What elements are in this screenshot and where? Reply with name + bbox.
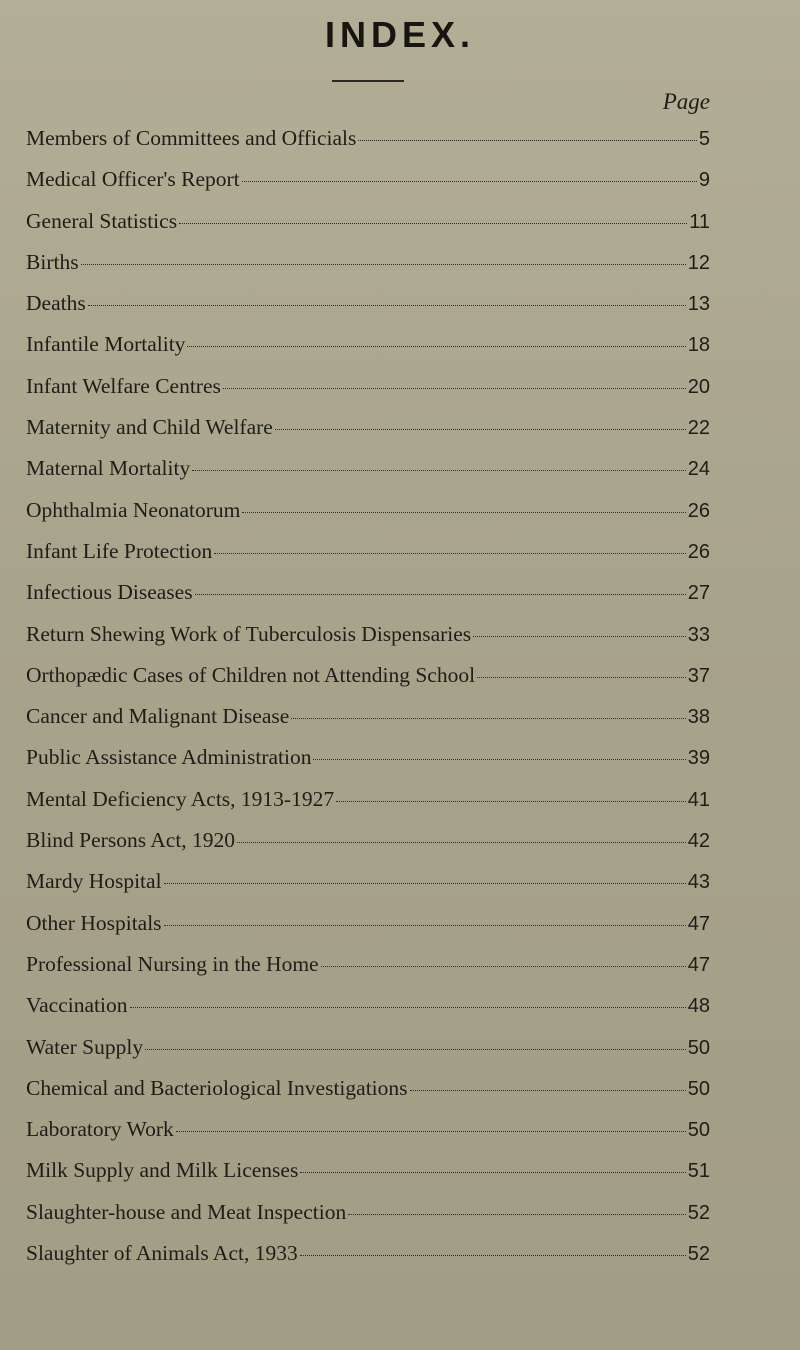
dot-leader	[477, 677, 686, 678]
dot-leader	[321, 966, 686, 967]
dot-leader	[192, 470, 686, 471]
index-entry	[26, 622, 710, 663]
page-column-header: Page	[662, 89, 710, 114]
entry-label: Maternity and Child Welfare	[26, 415, 273, 440]
dot-leader	[275, 429, 686, 430]
dot-leader	[179, 223, 687, 224]
entry-page-number: 39	[687, 747, 710, 770]
entry-page-number: 52	[687, 1201, 710, 1224]
title-divider	[332, 80, 404, 82]
entry-label: Other Hospitals	[26, 910, 162, 935]
dot-leader	[348, 1214, 686, 1215]
entry-label: Public Assistance Administration	[26, 745, 312, 770]
entry-page-number: 42	[687, 830, 710, 853]
entry-page-number: 24	[687, 458, 710, 481]
entry-label: Cancer and Malignant Disease	[26, 704, 290, 729]
index-entry	[26, 250, 710, 291]
entry-label: General Statistics	[26, 208, 178, 233]
index-list	[26, 126, 710, 1282]
entry-page-number: 52	[687, 1243, 710, 1266]
entry-label: Return Shewing Work of Tuberculosis Dispensaries	[26, 621, 472, 646]
dot-leader	[130, 1007, 686, 1008]
entry-label: Mardy Hospital	[26, 869, 162, 894]
dot-leader	[214, 553, 685, 554]
dot-leader	[473, 636, 686, 637]
entry-page-number: 13	[687, 293, 710, 316]
dot-leader	[145, 1049, 686, 1050]
entry-page-number: 50	[687, 1119, 710, 1142]
index-entry	[26, 787, 710, 828]
index-entry	[26, 704, 710, 745]
index-entry	[26, 1158, 710, 1199]
entry-page-number: 5	[698, 128, 710, 150]
entry-page-number: 50	[687, 1036, 710, 1059]
dot-leader	[300, 1255, 686, 1256]
dot-leader	[88, 305, 686, 306]
dot-leader	[81, 264, 686, 265]
entry-page-number: 33	[687, 623, 710, 646]
index-entry	[26, 828, 710, 869]
index-entry	[26, 209, 710, 250]
index-entry	[26, 745, 710, 786]
entry-label: Vaccination	[26, 993, 128, 1018]
dot-leader	[313, 759, 685, 760]
dot-leader	[242, 181, 697, 182]
entry-label: Chemical and Bacteriological Investigations	[26, 1075, 408, 1100]
entry-label: Deaths	[26, 291, 86, 316]
dot-leader	[223, 388, 686, 389]
index-entry	[26, 332, 710, 373]
entry-label: Mental Deficiency Acts, 1913-1927	[26, 786, 335, 811]
dot-leader	[336, 801, 686, 802]
entry-label: Infectious Diseases	[26, 580, 193, 605]
entry-page-number: 26	[687, 499, 710, 522]
index-entry	[26, 374, 710, 415]
entry-page-number: 51	[687, 1160, 710, 1183]
dot-leader	[291, 718, 685, 719]
entry-label: Water Supply	[26, 1034, 144, 1059]
entry-page-number: 18	[687, 334, 710, 357]
entry-page-number: 47	[687, 953, 710, 976]
dot-leader	[410, 1090, 686, 1091]
dot-leader	[195, 594, 686, 595]
dot-leader	[358, 140, 696, 141]
entry-label: Medical Officer's Report	[26, 167, 240, 192]
index-entry	[26, 1076, 710, 1117]
entry-page-number: 43	[687, 871, 710, 894]
index-entry	[26, 869, 710, 910]
entry-label: Laboratory Work	[26, 1117, 174, 1142]
index-entry	[26, 167, 710, 208]
entry-label: Milk Supply and Milk Licenses	[26, 1158, 299, 1183]
index-entry	[26, 1035, 710, 1076]
index-entry	[26, 1241, 710, 1282]
index-entry	[26, 415, 710, 456]
entry-label: Professional Nursing in the Home	[26, 951, 319, 976]
dot-leader	[237, 842, 686, 843]
page-title: INDEX.	[324, 14, 476, 55]
entry-page-number: 37	[687, 664, 710, 687]
entry-label: Members of Committees and Officials	[26, 126, 357, 150]
index-entry	[26, 580, 710, 621]
index-entry	[26, 1117, 710, 1158]
index-entry	[26, 539, 710, 580]
index-entry	[26, 291, 710, 332]
index-entry	[26, 1200, 710, 1241]
entry-label: Slaughter-house and Meat Inspection	[26, 1199, 347, 1224]
entry-label: Ophthalmia Neonatorum	[26, 497, 241, 522]
entry-page-number: 22	[687, 417, 710, 440]
entry-page-number: 26	[687, 540, 710, 563]
entry-label: Orthopædic Cases of Children not Attending School	[26, 662, 476, 687]
entry-page-number: 41	[687, 788, 710, 811]
entry-label: Births	[26, 249, 79, 274]
entry-page-number: 11	[689, 210, 710, 233]
entry-label: Infantile Mortality	[26, 332, 186, 357]
index-entry	[26, 456, 710, 497]
entry-label: Maternal Mortality	[26, 456, 191, 481]
dot-leader	[164, 925, 686, 926]
dot-leader	[176, 1131, 686, 1132]
dot-leader	[164, 883, 686, 884]
index-entry	[26, 498, 710, 539]
index-entry	[26, 663, 710, 704]
index-entry	[26, 126, 710, 167]
index-entry	[26, 952, 710, 993]
entry-label: Infant Life Protection	[26, 538, 213, 563]
entry-page-number: 12	[687, 251, 710, 274]
dot-leader	[242, 512, 685, 513]
entry-page-number: 47	[687, 912, 710, 935]
entry-page-number: 27	[687, 582, 710, 605]
dot-leader	[300, 1172, 685, 1173]
entry-page-number: 20	[687, 375, 710, 398]
entry-label: Infant Welfare Centres	[26, 373, 221, 398]
index-entry	[26, 911, 710, 952]
entry-label: Slaughter of Animals Act, 1933	[26, 1241, 298, 1266]
entry-page-number: 50	[687, 1077, 710, 1100]
entry-page-number: 38	[687, 706, 710, 729]
entry-label: Blind Persons Act, 1920	[26, 828, 236, 853]
entry-page-number: 9	[698, 169, 710, 192]
dot-leader	[187, 346, 685, 347]
index-entry	[26, 993, 710, 1034]
entry-page-number: 48	[687, 995, 710, 1018]
